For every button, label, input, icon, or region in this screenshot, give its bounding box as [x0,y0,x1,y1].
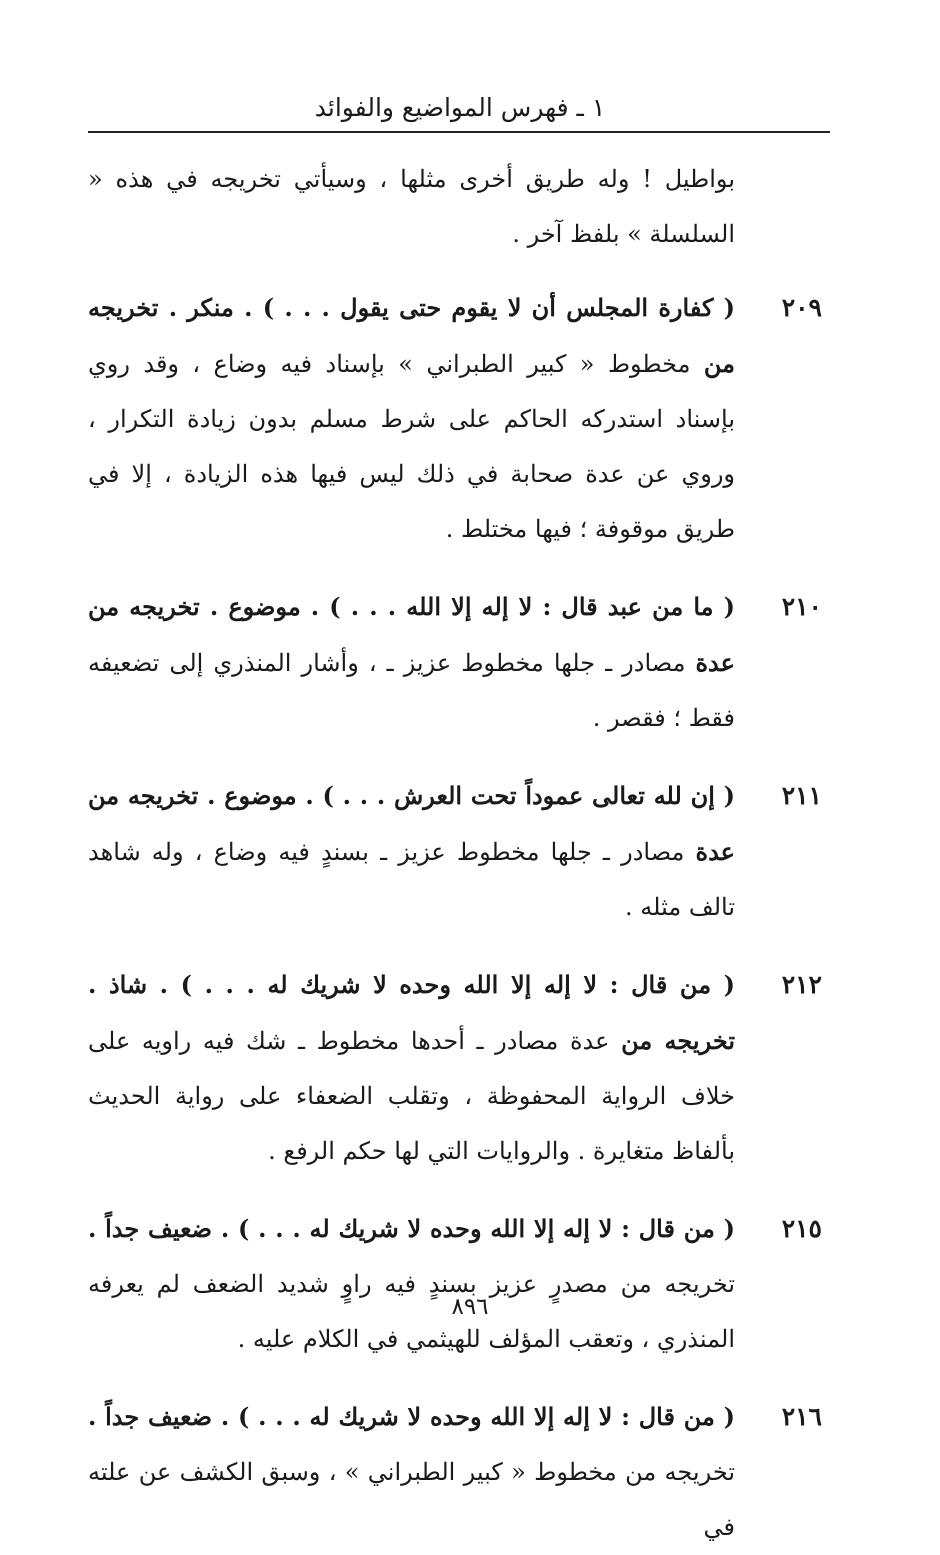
page-number: ٨٩٦ [451,1294,489,1320]
entry-number: ٢١٢ [781,970,822,999]
entry-number: ٢١٥ [781,1214,822,1243]
header-rule [88,131,830,133]
entry-number: ٢١١ [781,781,822,810]
entry-lead: ( ما من عبد قال : لا إله إلا الله . . . ) . موضوع . تخريجه من عدة [88,592,735,677]
entry-text [88,957,735,1179]
entry-text [88,768,735,935]
entry-body: مخطوط « كبير الطبراني » بإسناد فيه وضاع ، وقد روي بإسناد استدركه الحاكم على شرط مسلم بدون زيادة التكرار ، وروي عن عدة صحابة في ذلك ليس فيها هذه الزيادة ، إلا في طريق موقوفة ؛ فيها مختلط . [88,350,735,543]
entry-lead: ( من قال : لا إله إلا الله وحده لا شريك له . . . ) . ضعيف جداً . [88,1402,736,1431]
index-entry-215 [0,1201,940,1367]
entry-lead: ( كفارة المجلس أن لا يقوم حتى يقول . . . ) . منكر . تخريجه من [88,293,735,378]
entry-body: مصادر ـ جلها مخطوط عزيز ـ بسندٍ فيه وضاع ، وله شاهد تالف مثله . [88,838,735,921]
index-entries [0,152,940,1555]
entry-body: مصادر ـ جلها مخطوط عزيز ـ ، وأشار المنذري إلى تضعيفه فقط ؛ فقصر . [88,649,735,732]
index-entry-216 [0,1389,940,1555]
continuation-paragraph [0,152,940,262]
index-entry-210 [0,579,940,746]
entry-text [88,1201,735,1367]
continuation-text: بواطيل ! وله طريق أخرى مثلها ، وسيأتي تخريجه في هذه « السلسلة » بلفظ آخر . [88,165,735,248]
entry-text [88,1389,735,1555]
entry-body: تخريجه من مخطوط « كبير الطبراني » ، وسبق الكشف عن علته في [88,1458,735,1541]
index-entry-211 [0,768,940,935]
entry-text [88,579,735,746]
index-entry-209 [0,280,940,557]
entry-number: ٢١٦ [781,1402,822,1431]
entry-text [88,280,735,557]
entry-lead: ( من قال : لا إله إلا الله وحده لا شريك له . . . ) . ضعيف جداً . [88,1214,736,1243]
entry-number: ٢٠٩ [781,293,822,322]
entry-body: عدة مصادر ـ أحدها مخطوط ـ شك فيه راويه على خلاف الرواية المحفوظة ، وتقلب الضعفاء على رواية الحديث بألفاظ متغايرة . والروايات التي لها حكم الرفع . [88,1027,735,1165]
running-head: ١ ـ فهرس المواضيع والفوائد [314,93,606,122]
entry-lead: ( من قال : لا إله إلا الله وحده لا شريك له . . . ) . شاذ . تخريجه من [88,970,735,1055]
entry-lead: ( إن لله تعالى عموداً تحت العرش . . . ) . موضوع . تخريجه من عدة [88,781,735,866]
index-entry-212 [0,957,940,1179]
entry-number: ٢١٠ [781,592,822,621]
entry-body: تخريجه من مصدرٍ عزيز بسندٍ فيه راوٍ شديد الضعف لم يعرفه المنذري ، وتعقب المؤلف للهيثمي في الكلام عليه . [88,1270,735,1353]
